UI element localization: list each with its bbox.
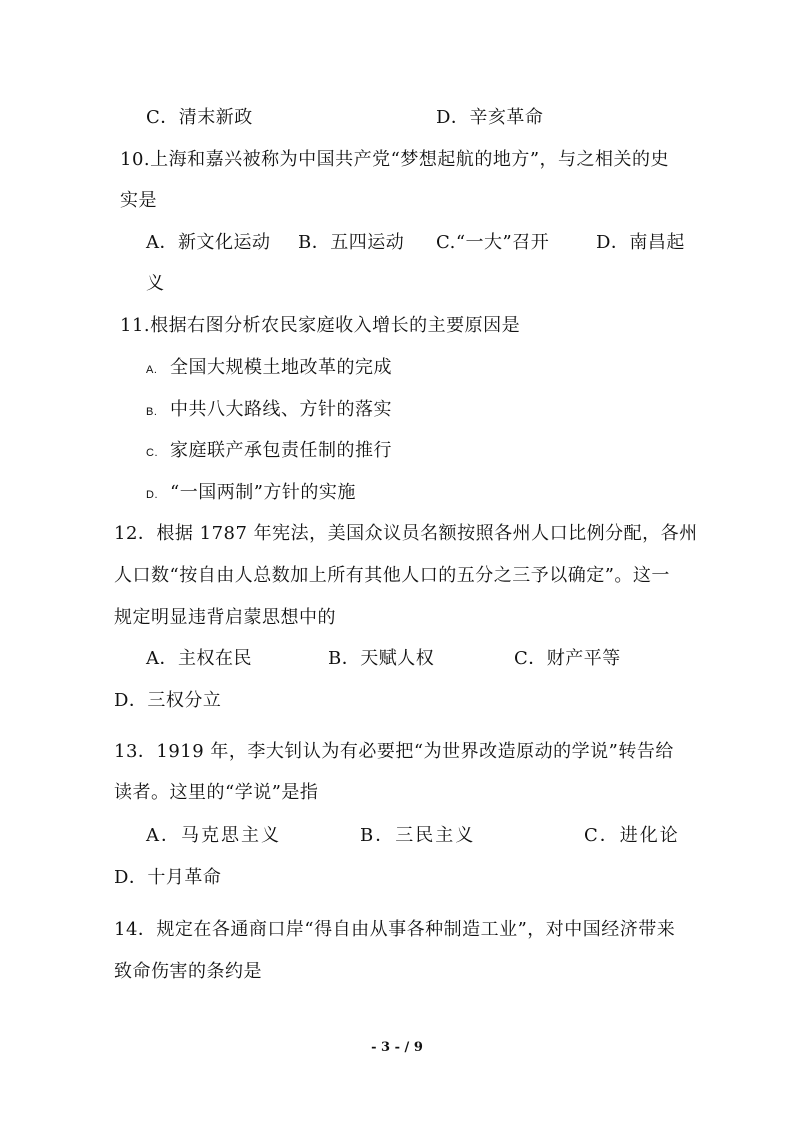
page-number: - 3 - / 9 [371, 1040, 423, 1055]
q11-option-b [146, 398, 392, 424]
q10-option-b: B．五四运动 [298, 232, 405, 253]
q11-option-c [146, 439, 392, 465]
q11-option-c-letter: C. [146, 447, 158, 459]
q10-stem-line1: 10.上海和嘉兴被称为中国共产党“梦想起航的地方”，与之相关的史 [120, 149, 670, 170]
q11-stem: 11.根据右图分析农民家庭收入增长的主要原因是 [120, 315, 521, 336]
q13-option-a: A．马克思主义 [146, 825, 281, 846]
q11-option-a [146, 356, 392, 382]
q12-option-a: A．主权在民 [146, 648, 252, 669]
q12-option-b: B．天赋人权 [328, 648, 435, 669]
q13-option-b: B．三民主义 [360, 825, 476, 846]
q11-option-c-text: 家庭联产承包责任制的推行 [170, 440, 392, 461]
q13-stem-line2: 读者。这里的“学说”是指 [114, 782, 319, 803]
q11-option-a-text: 全国大规模土地改革的完成 [170, 357, 392, 378]
q12-stem-line2: 人口数“按自由人总数加上所有其他人口的五分之三予以确定”。这一 [114, 565, 670, 586]
q9-option-d: D．辛亥革命 [436, 107, 544, 128]
q10-option-d-wrap: 义 [146, 273, 165, 294]
q12-stem-line3: 规定明显违背启蒙思想中的 [114, 607, 336, 628]
q11-option-a-letter: A. [146, 364, 158, 376]
q13-option-d: D．十月革命 [114, 867, 222, 888]
q13-stem-line1: 13．1919 年，李大钊认为有必要把“为世界改造原动的学说”转告给 [114, 741, 674, 762]
q11-option-d-text: “一国两制”方针的实施 [170, 482, 356, 503]
q13-option-c: C．进化论 [584, 825, 680, 846]
q10-option-d: D．南昌起 [596, 232, 685, 253]
q14-stem-line2: 致命伤害的条约是 [114, 961, 262, 982]
q10-option-c: C.“一大”召开 [436, 232, 550, 253]
q10-stem-line2: 实是 [120, 190, 157, 211]
q11-option-d-letter: D. [146, 489, 158, 501]
q11-option-b-letter: B. [146, 406, 158, 418]
q12-option-c: C．财产平等 [514, 648, 621, 669]
q9-option-c: C．清末新政 [146, 107, 253, 128]
q12-stem-line1: 12．根据 1787 年宪法，美国众议员名额按照各州人口比例分配，各州 [114, 523, 698, 544]
q11-option-d [146, 481, 356, 507]
q12-option-d: D．三权分立 [114, 690, 222, 711]
q11-option-b-text: 中共八大路线、方针的落实 [170, 399, 392, 420]
q14-stem-line1: 14．规定在各通商口岸“得自由从事各种制造工业”，对中国经济带来 [114, 919, 676, 940]
q10-option-a: A．新文化运动 [146, 232, 271, 253]
